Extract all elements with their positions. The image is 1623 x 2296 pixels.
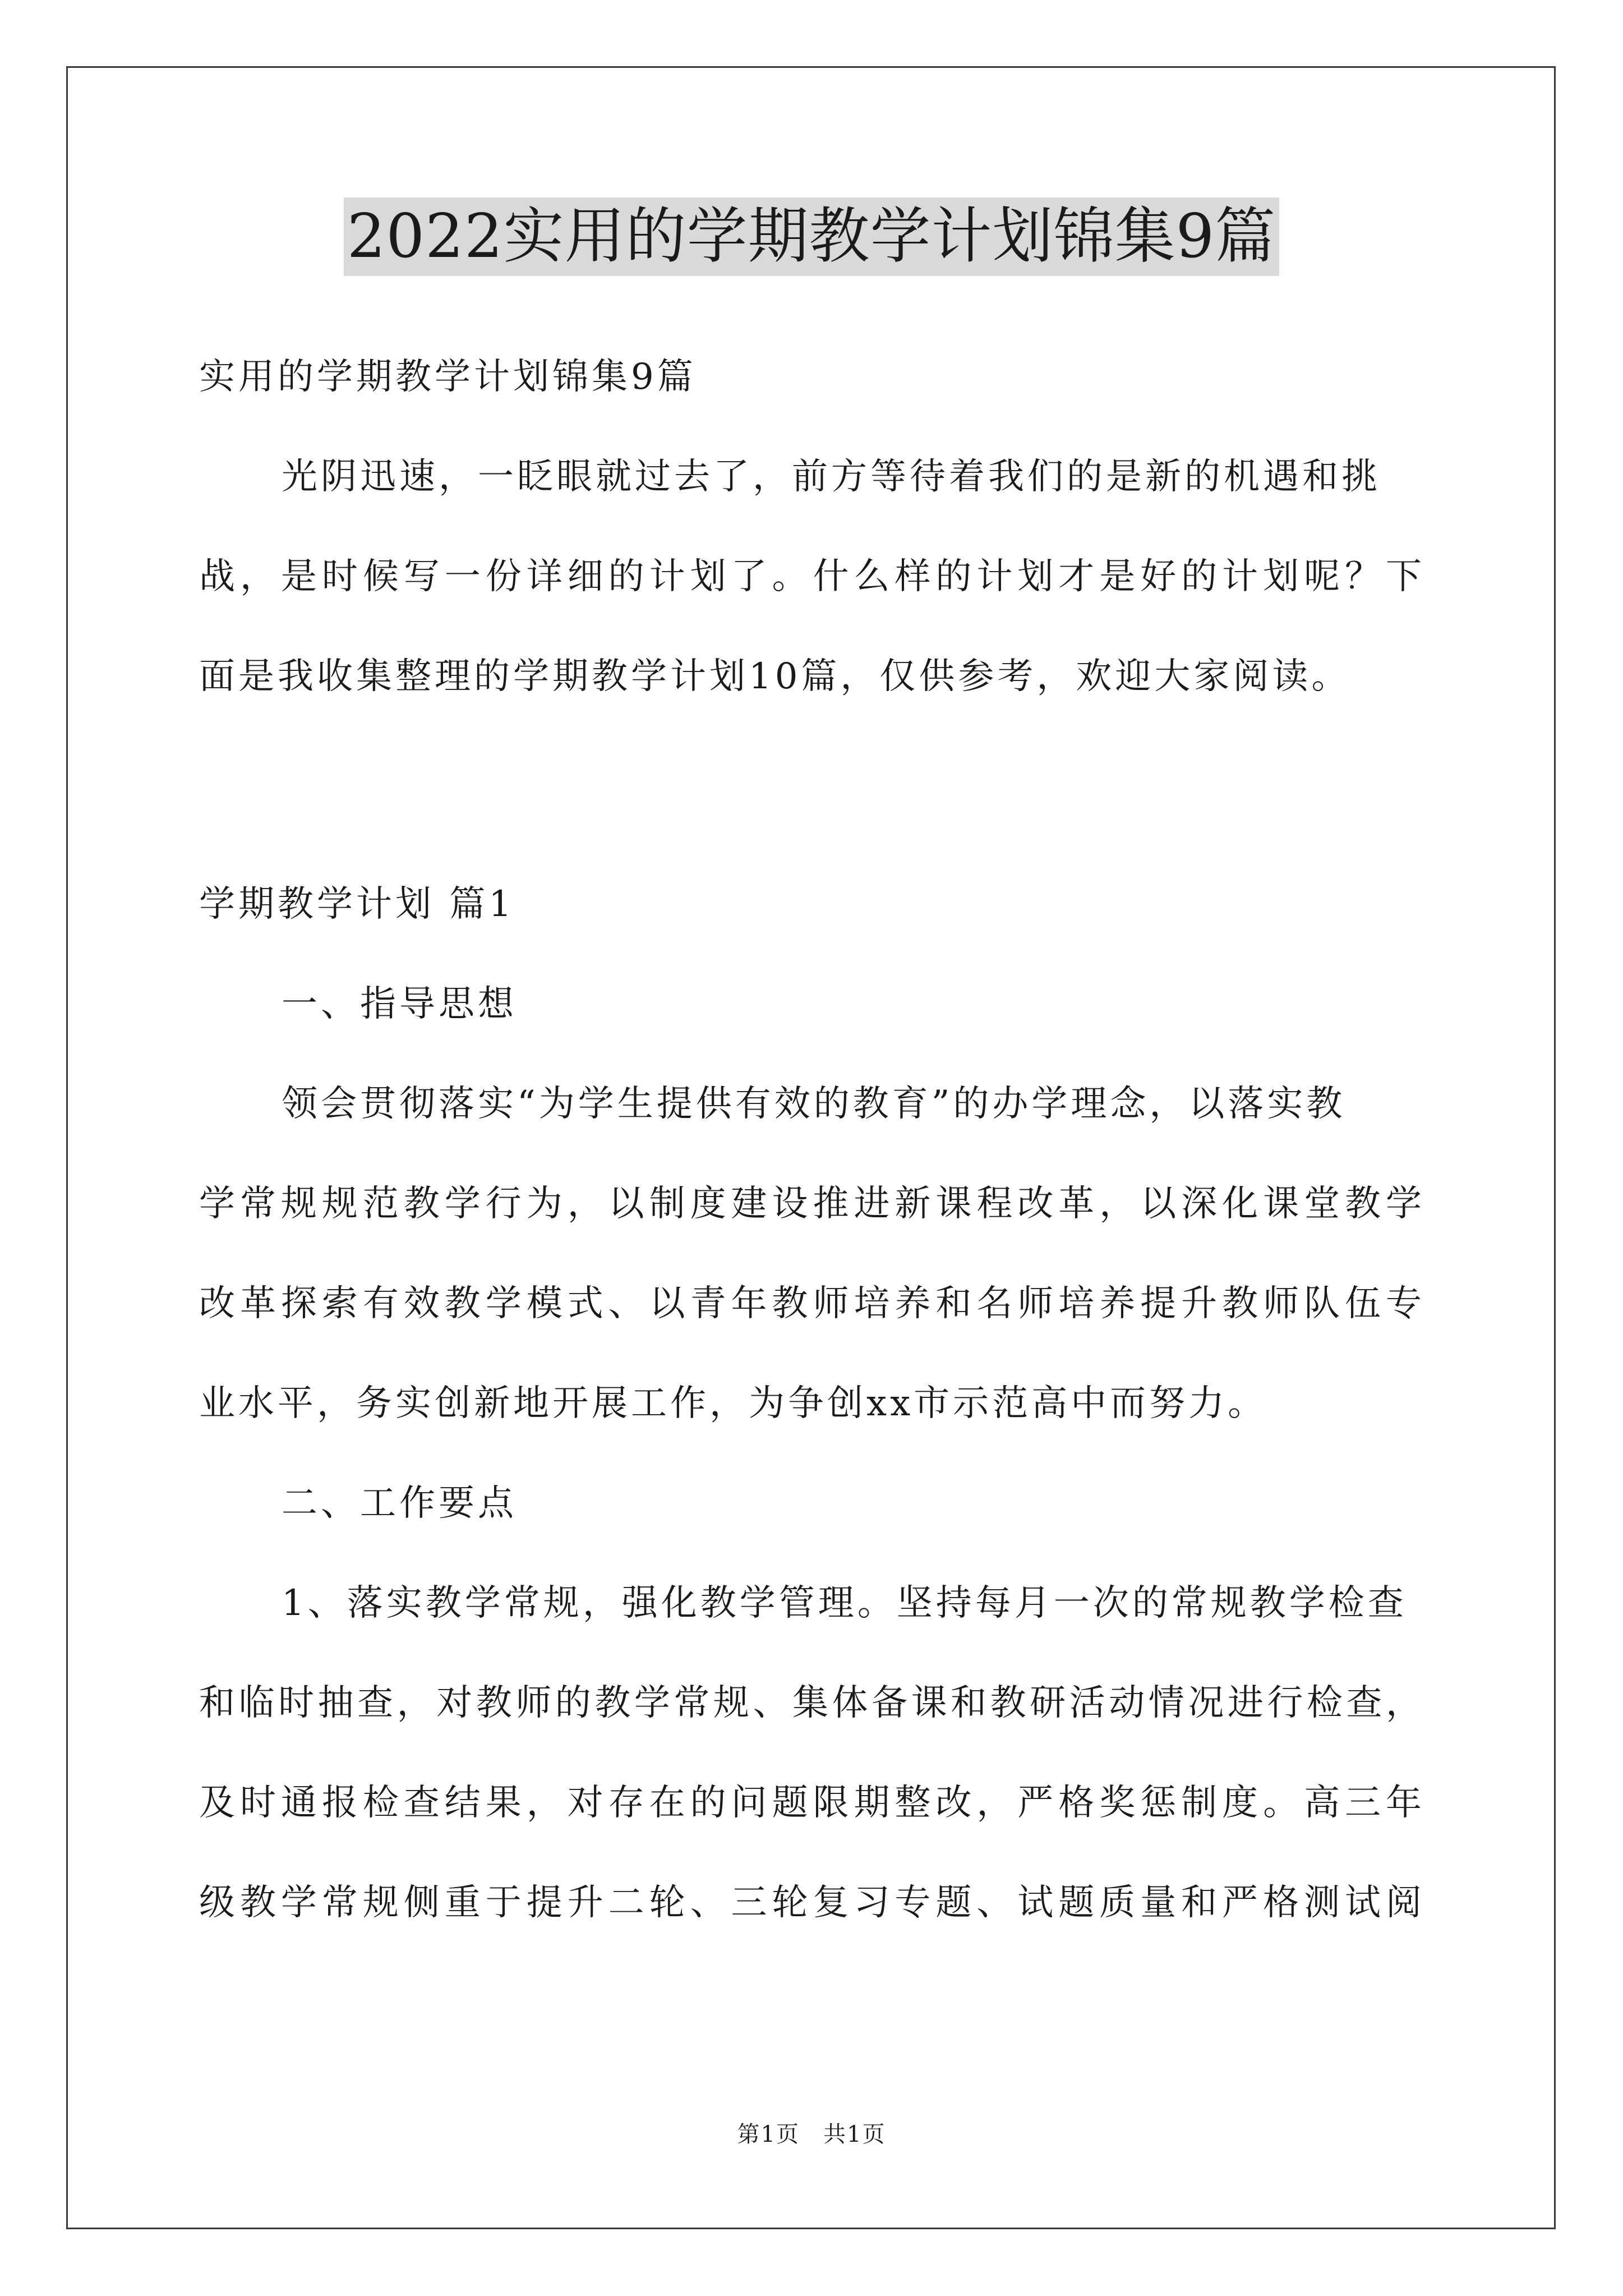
paragraph-line: 1、落实教学常规，强化教学管理。坚持每月一次的常规教学检查 <box>282 1582 1407 1624</box>
paragraph-line: 领会贯彻落实“为学生提供有效的教育”的办学理念，以落实教 <box>282 1083 1346 1125</box>
paragraph-line: 改革探索有效教学模式、以青年教师培养和名师培养提升教师队伍专 <box>199 1283 1425 1324</box>
paragraph-line: 战，是时候写一份详细的计划了。什么样的计划才是好的计划呢？下 <box>199 556 1425 597</box>
paragraph-line: 面是我收集整理的学期教学计划10篇，仅供参考，欢迎大家阅读。 <box>199 656 1351 697</box>
subtitle-line: 实用的学期教学计划锦集9篇 <box>199 356 697 398</box>
paragraph-line: 光阴迅速，一眨眼就过去了，前方等待着我们的是新的机遇和挑 <box>282 456 1381 498</box>
subheading: 二、工作要点 <box>282 1483 517 1524</box>
title-container <box>0 197 1623 276</box>
paragraph-line: 级教学常规侧重于提升二轮、三轮复习专题、试题质量和严格测试阅 <box>199 1882 1425 1924</box>
paragraph-line: 业水平，务实创新地开展工作，为争创xx市示范高中而努力。 <box>199 1383 1267 1424</box>
section-heading: 学期教学计划 篇1 <box>199 884 515 925</box>
document-title: 2022实用的学期教学计划锦集9篇 <box>344 197 1280 276</box>
paragraph-line: 及时通报检查结果，对存在的问题限期整改，严格奖惩制度。高三年 <box>199 1782 1425 1824</box>
paragraph-line: 和临时抽查，对教师的教学常规、集体备课和教研活动情况进行检查， <box>199 1682 1425 1724</box>
page-number-footer: 第1页 共1页 <box>737 2122 886 2147</box>
paragraph-line: 学常规规范教学行为，以制度建设推进新课程改革，以深化课堂教学 <box>199 1183 1425 1225</box>
subheading: 一、指导思想 <box>282 983 517 1025</box>
